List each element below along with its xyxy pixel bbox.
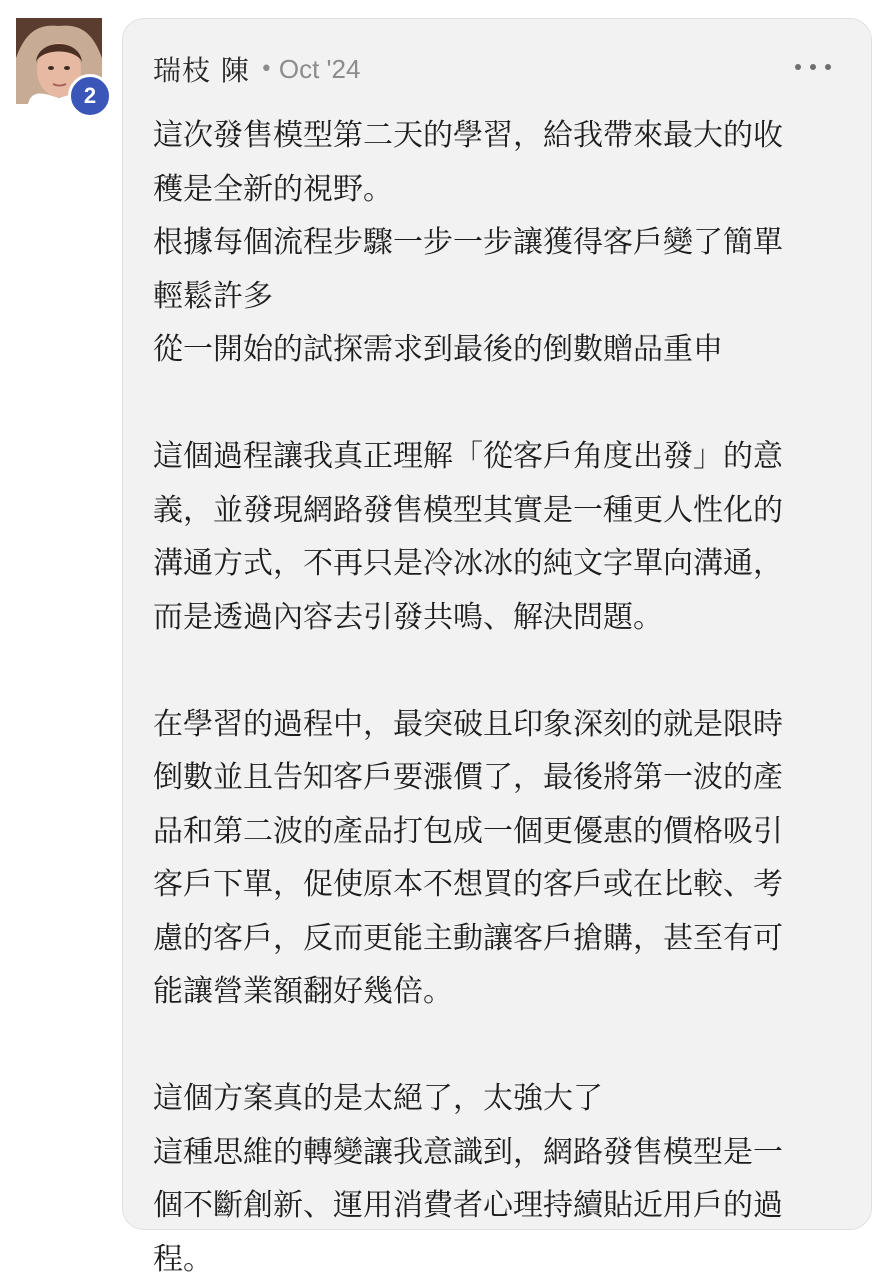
- text-line: 能讓營業額翻好幾倍。: [153, 965, 853, 1019]
- notification-badge: 2: [68, 74, 112, 118]
- text-line: 從一開始的試探需求到最後的倒數贈品重申: [153, 323, 853, 377]
- text-line: 穫是全新的視野。: [153, 163, 853, 217]
- post-header: [153, 51, 360, 87]
- ellipsis-icon: [795, 64, 801, 70]
- text-line: 這個過程讓我真正理解「從客戶角度出發」的意: [153, 430, 853, 484]
- paragraph-gap: [153, 377, 853, 431]
- text-line: 這個方案真的是太絕了，太強大了: [153, 1072, 853, 1126]
- text-line: 程。: [153, 1233, 853, 1286]
- text-line: 倒數並且告知客戶要漲價了，最後將第一波的產: [153, 751, 853, 805]
- ellipsis-icon: [810, 64, 816, 70]
- post-card: [122, 18, 872, 1230]
- text-line: 在學習的過程中，最突破且印象深刻的就是限時: [153, 698, 853, 752]
- paragraph-gap: [153, 1019, 853, 1073]
- text-line: 根據每個流程步驟一步一步讓獲得客戶變了簡單: [153, 216, 853, 270]
- author-name[interactable]: 瑞枝 陳: [153, 49, 250, 89]
- paragraph-3: [153, 698, 853, 1019]
- paragraph-1: [153, 109, 853, 377]
- ellipsis-icon: [825, 64, 831, 70]
- text-line: 這種思維的轉變讓我意識到，網路發售模型是一: [153, 1126, 853, 1180]
- text-line: 慮的客戶，反而更能主動讓客戶搶購，甚至有可: [153, 912, 853, 966]
- text-line: 品和第二波的產品打包成一個更優惠的價格吸引: [153, 805, 853, 859]
- post-body: [153, 109, 853, 1286]
- text-line: 這次發售模型第二天的學習，給我帶來最大的收: [153, 109, 853, 163]
- meta-separator: •: [260, 57, 273, 82]
- paragraph-4: [153, 1072, 853, 1286]
- text-line: 義，並發現網路發售模型其實是一種更人性化的: [153, 484, 853, 538]
- text-line: 而是透過內容去引發共鳴、解決問題。: [153, 591, 853, 645]
- text-line: 客戶下單，促使原本不想買的客戶或在比較、考: [153, 858, 853, 912]
- text-line: 個不斷創新、運用消費者心理持續貼近用戶的過: [153, 1179, 853, 1233]
- text-line: 溝通方式，不再只是冷冰冰的純文字單向溝通，: [153, 537, 853, 591]
- post-date[interactable]: Oct '24: [279, 54, 361, 85]
- text-line: 輕鬆許多: [153, 270, 853, 324]
- paragraph-gap: [153, 644, 853, 698]
- paragraph-2: [153, 430, 853, 644]
- more-options-button[interactable]: [795, 55, 831, 79]
- avatar-container[interactable]: [16, 18, 106, 108]
